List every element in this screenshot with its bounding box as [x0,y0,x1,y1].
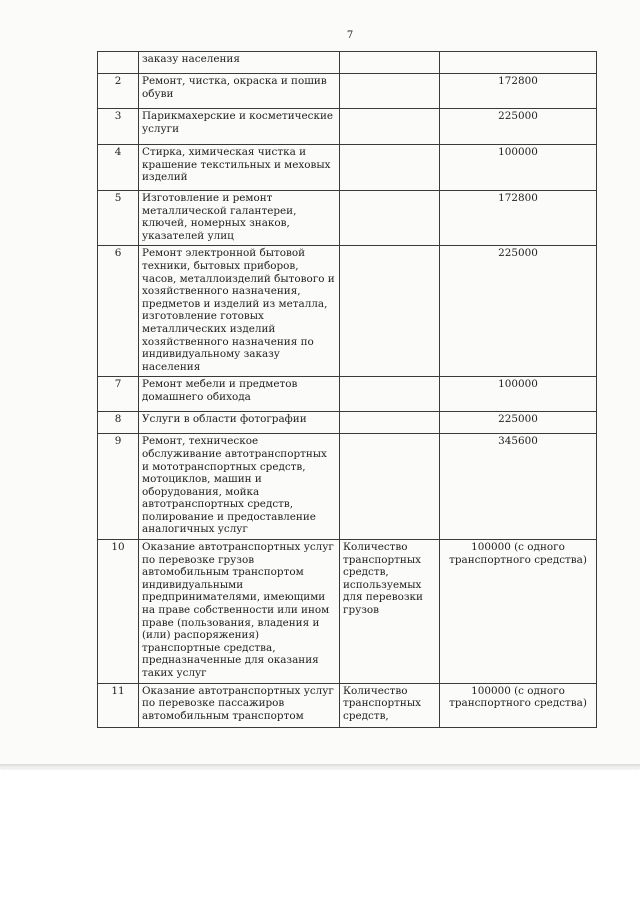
income-amount: 100000 [440,145,597,191]
physical-indicator [340,74,440,109]
page-number: 7 [346,30,354,41]
service-name: Ремонт мебели и предметов домашнего обихода [139,377,340,412]
table-row [98,246,597,377]
income-amount: 225000 [440,246,597,377]
table-row [98,412,597,434]
row-number: 8 [98,412,139,434]
physical-indicator [340,377,440,412]
service-name: Оказание автотранспортных услуг по перевозке грузов автомобильным транспортом индивидуальными предпринимателями, имеющими на праве собственности или ином праве (пользования, владения и (или) распоряжения) транспортные средства, предназначенные для оказания таких услуг [139,540,340,684]
page-edge-shadow [0,764,640,768]
physical-indicator [340,246,440,377]
physical-indicator [340,52,440,74]
income-amount: 100000 (с одного транспортного средства) [440,683,597,727]
table-row [98,191,597,246]
service-name: Изготовление и ремонт металлической галантереи, ключей, номерных знаков, указателей улиц [139,191,340,246]
row-number: 6 [98,246,139,377]
service-name: заказу населения [139,52,340,74]
row-number: 9 [98,434,139,540]
table-row [98,683,597,727]
row-number [98,52,139,74]
service-name: Ремонт, техническое обслуживание автотранспортных и мототранспортных средств, мотоциклов, машин и оборудования, мойка автотранспортных средств, полирование и предоставление аналогичных услуг [139,434,340,540]
physical-indicator [340,191,440,246]
service-name: Стирка, химическая чистка и крашение текстильных и меховых изделий [139,145,340,191]
income-amount: 225000 [440,109,597,145]
income-amount: 225000 [440,412,597,434]
income-amount: 172800 [440,74,597,109]
table-row [98,145,597,191]
income-amount: 100000 [440,377,597,412]
row-number: 2 [98,74,139,109]
row-number: 11 [98,683,139,727]
row-number: 3 [98,109,139,145]
table-row [98,377,597,412]
row-number: 7 [98,377,139,412]
physical-indicator [340,434,440,540]
physical-indicator: Количество транспортных средств, [340,683,440,727]
physical-indicator [340,412,440,434]
service-name: Услуги в области фотографии [139,412,340,434]
table-row [98,52,597,74]
row-number: 5 [98,191,139,246]
table-row [98,74,597,109]
service-name: Оказание автотранспортных услуг по перевозке пассажиров автомобильным транспортом [139,683,340,727]
service-name: Ремонт электронной бытовой техники, бытовых приборов, часов, металлоизделий бытового и хозяйственного назначения, предметов и изделий из металла, изготовление готовых металлических изделий хозяйственного назначения по индивидуальному заказу населения [139,246,340,377]
physical-indicator: Количество транспортных средств, используемых для перевозки грузов [340,540,440,684]
income-amount [440,52,597,74]
physical-indicator [340,145,440,191]
tariff-table [97,51,597,728]
table-row [98,109,597,145]
physical-indicator [340,109,440,145]
service-name: Ремонт, чистка, окраска и пошив обуви [139,74,340,109]
income-amount: 172800 [440,191,597,246]
income-amount: 345600 [440,434,597,540]
row-number: 4 [98,145,139,191]
table-row [98,540,597,684]
table-row [98,434,597,540]
income-amount: 100000 (с одного транспортного средства) [440,540,597,684]
service-name: Парикмахерские и косметические услуги [139,109,340,145]
row-number: 10 [98,540,139,684]
